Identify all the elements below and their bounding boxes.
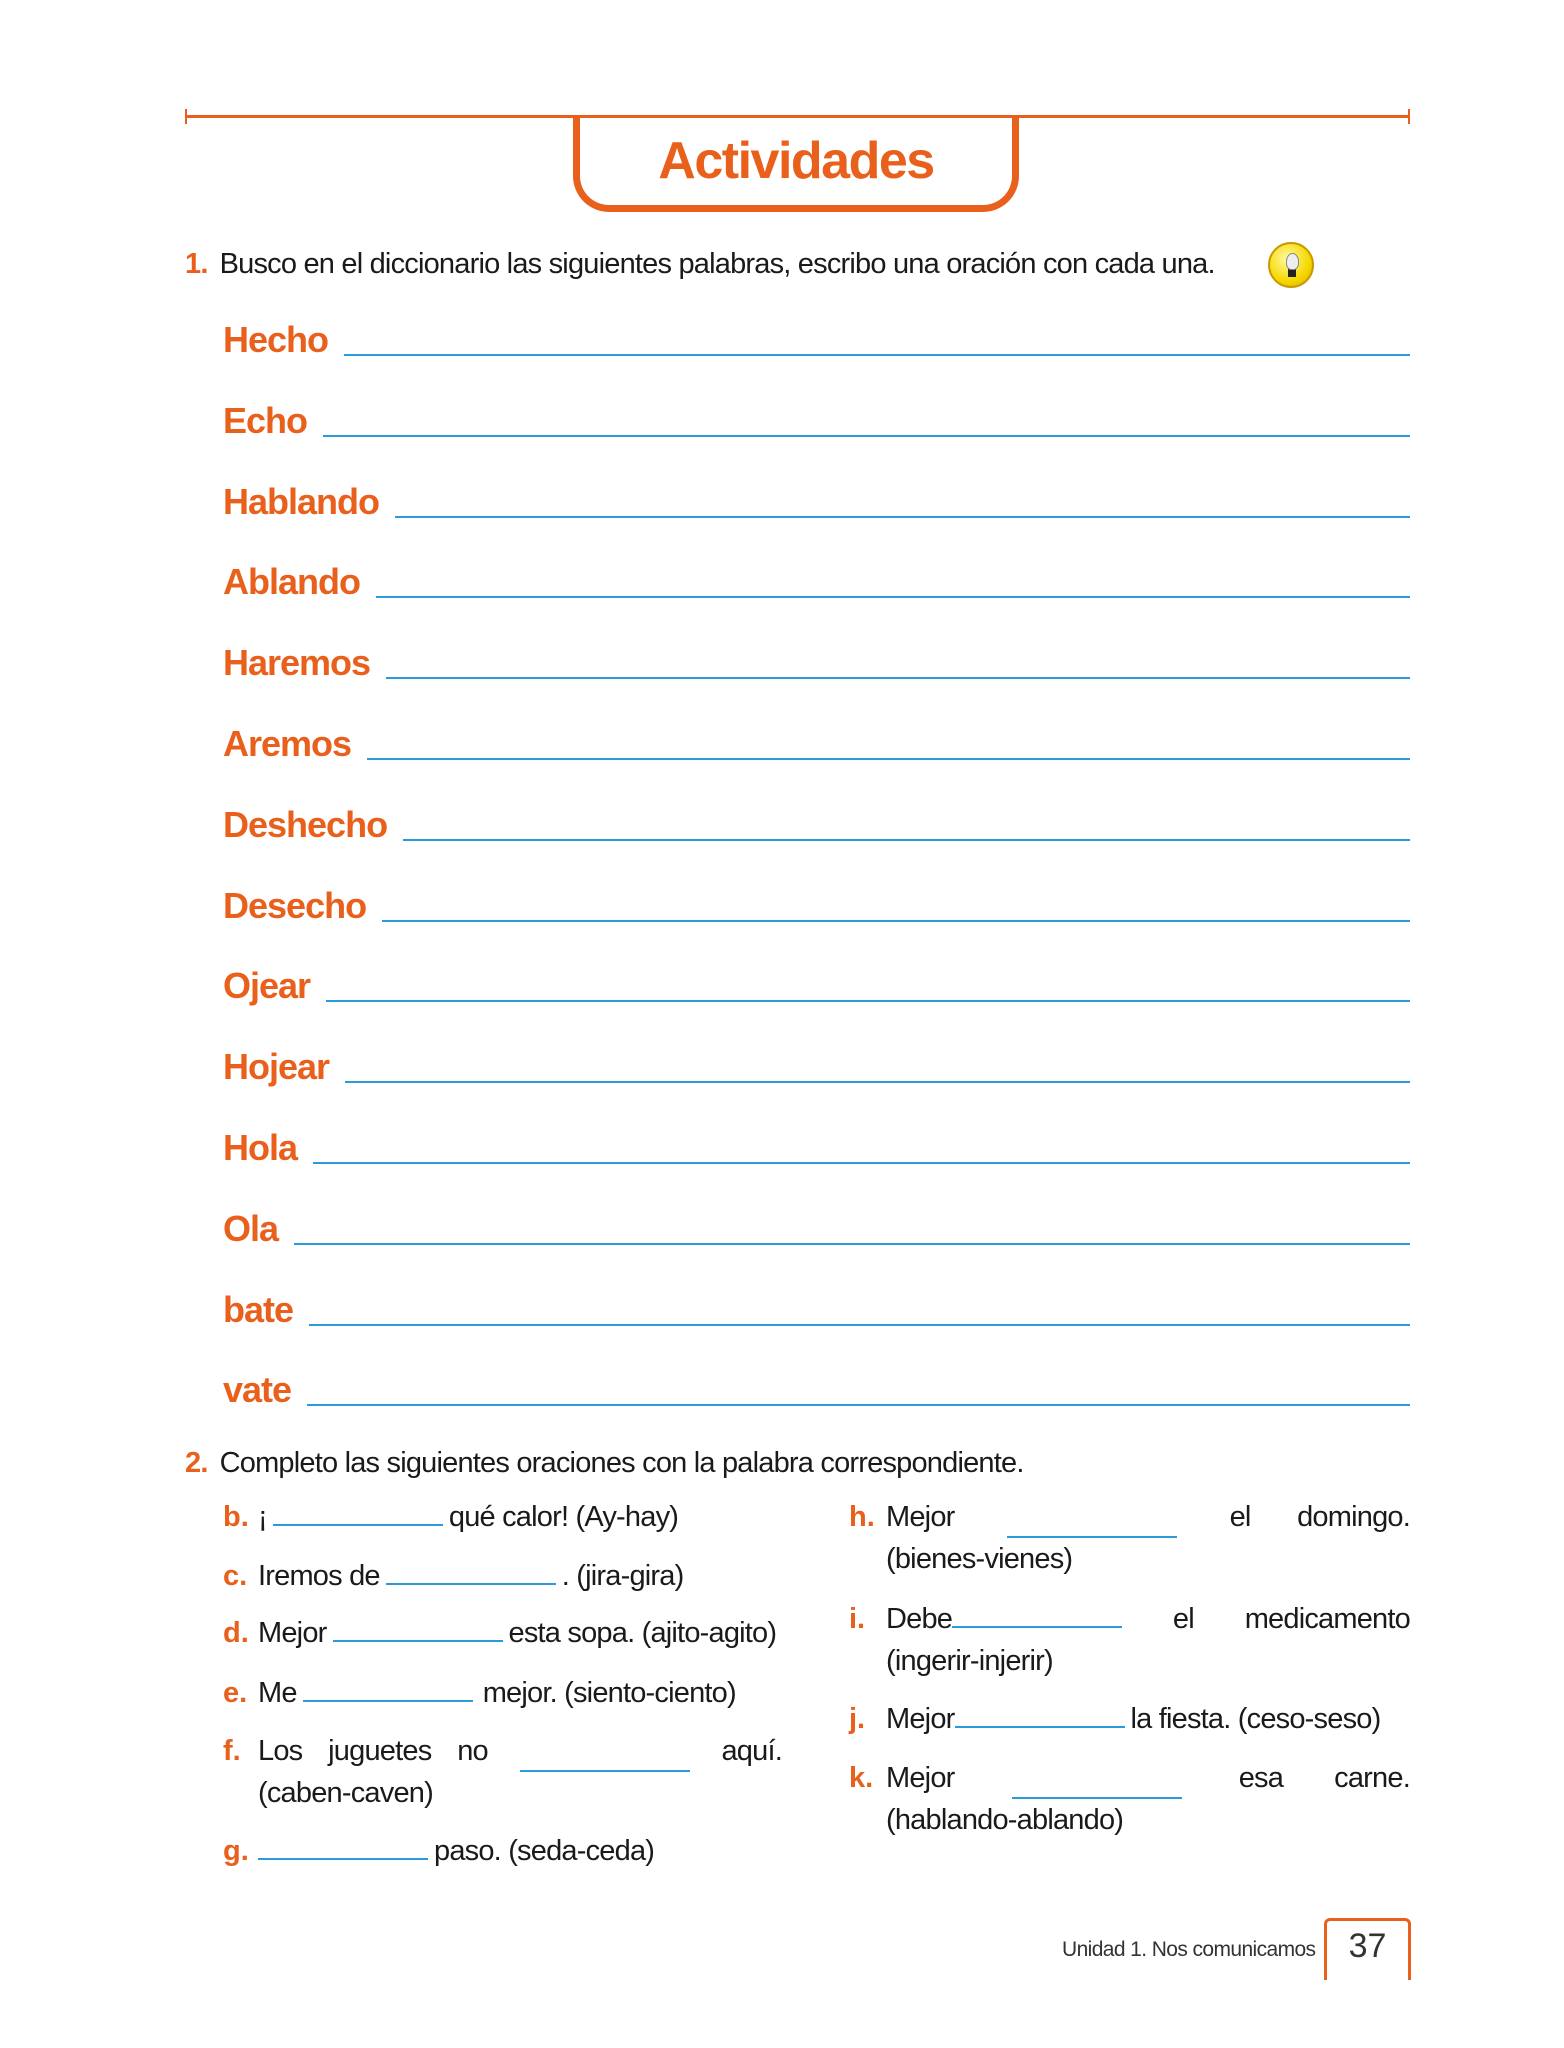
text: el: [1172, 1603, 1194, 1635]
page-title: Actividades: [658, 131, 934, 190]
answer-line[interactable]: [326, 1000, 1410, 1002]
word-row: [223, 1128, 1410, 1168]
item-d: [258, 1612, 776, 1654]
word-row: [223, 966, 1410, 1006]
vocab-word: Ola: [223, 1207, 279, 1249]
lightbulb-icon: [1268, 242, 1314, 288]
answer-line[interactable]: [323, 435, 1410, 437]
item-label: j.: [849, 1703, 866, 1735]
word-row: [223, 805, 1410, 845]
text: . (jira-gira): [561, 1560, 684, 1592]
answer-blank[interactable]: [1012, 1771, 1182, 1799]
item-label: h.: [849, 1501, 875, 1533]
question-number: 1.: [185, 248, 208, 280]
answer-line[interactable]: [367, 758, 1410, 760]
vocab-word: Haremos: [223, 642, 371, 684]
item-label: b.: [223, 1501, 249, 1533]
word-row: [223, 1047, 1410, 1087]
vocab-word: Hecho: [223, 319, 329, 360]
text: Los: [258, 1735, 303, 1767]
answer-blank[interactable]: [273, 1498, 443, 1526]
item-b: [258, 1496, 678, 1538]
item-i: [886, 1598, 1410, 1682]
item-h: [886, 1496, 1410, 1580]
answer-blank[interactable]: [955, 1700, 1125, 1728]
text: Mejor: [258, 1617, 327, 1649]
item-f: [258, 1730, 782, 1814]
item-c: [258, 1555, 683, 1597]
answer-blank[interactable]: [952, 1600, 1122, 1628]
answer-blank[interactable]: [1007, 1510, 1177, 1538]
text: esta sopa. (ajito-agito): [508, 1617, 777, 1649]
text: el: [1229, 1501, 1251, 1533]
text: Mejor: [886, 1762, 955, 1794]
item-e: [258, 1672, 736, 1714]
answer-line[interactable]: [403, 839, 1410, 841]
vocab-word: Echo: [223, 399, 308, 441]
answer-line[interactable]: [386, 677, 1410, 679]
item-label: f.: [223, 1735, 241, 1767]
word-row: [223, 562, 1410, 602]
vocab-word: Aremos: [223, 723, 352, 764]
text: Mejor: [886, 1703, 955, 1735]
vocab-word: Hola: [223, 1127, 298, 1168]
text: qué calor! (Ay-hay): [448, 1501, 679, 1533]
page-number-text: 37: [1348, 1927, 1387, 1965]
item-j: [886, 1698, 1380, 1740]
word-row: [223, 643, 1410, 683]
vocab-word: Ablando: [223, 561, 360, 603]
answer-line[interactable]: [307, 1404, 1410, 1406]
word-row: [223, 886, 1410, 926]
vocab-word: Ojear: [223, 965, 311, 1007]
text: Iremos de: [258, 1560, 380, 1592]
word-row: [223, 1209, 1410, 1249]
text: medicamento: [1244, 1603, 1410, 1635]
question-number: 2.: [185, 1447, 208, 1479]
text: la fiesta. (ceso-seso): [1130, 1703, 1381, 1735]
item-label: d.: [223, 1617, 249, 1649]
answer-line[interactable]: [376, 596, 1410, 598]
answer-line[interactable]: [344, 354, 1410, 356]
item-k: [886, 1757, 1410, 1841]
text: Debe: [886, 1603, 953, 1635]
vocab-word: bate: [223, 1288, 294, 1330]
answer-line[interactable]: [309, 1324, 1410, 1326]
options-text: (bienes-vienes): [886, 1543, 1073, 1575]
vocab-word: Desecho: [223, 884, 367, 926]
answer-line[interactable]: [395, 516, 1410, 518]
options-text: (caben-caven): [258, 1777, 433, 1809]
question-text: Completo las siguientes oraciones con la palabra correspondiente.: [219, 1447, 1024, 1479]
question-2: [185, 1447, 1024, 1480]
vocab-word: Deshecho: [223, 803, 388, 845]
word-row: [223, 401, 1410, 441]
text: paso. (seda-ceda): [434, 1835, 655, 1867]
item-label: e.: [223, 1677, 248, 1709]
word-row: [223, 320, 1410, 360]
word-row: [223, 724, 1410, 764]
text: ¡: [258, 1501, 267, 1533]
question-1: [185, 248, 1215, 281]
answer-line[interactable]: [313, 1162, 1410, 1164]
options-text: (ingerir-injerir): [886, 1645, 1053, 1677]
vocab-word: Hojear: [223, 1046, 330, 1088]
title-tab: [573, 116, 1019, 212]
text: esa: [1238, 1762, 1284, 1794]
page-number: [1324, 1918, 1411, 1980]
answer-blank[interactable]: [333, 1614, 503, 1642]
word-row: [223, 1370, 1410, 1410]
answer-line[interactable]: [294, 1243, 1410, 1245]
answer-blank[interactable]: [303, 1674, 473, 1702]
text: juguetes: [328, 1735, 432, 1767]
answer-blank[interactable]: [520, 1744, 690, 1772]
answer-line[interactable]: [345, 1081, 1410, 1083]
text: aquí.: [721, 1735, 782, 1767]
item-label: k.: [849, 1762, 874, 1794]
answer-blank[interactable]: [386, 1557, 556, 1585]
rule-tick: [1408, 109, 1410, 124]
text: Me: [258, 1677, 297, 1709]
text: no: [457, 1735, 488, 1767]
options-text: (hablando-ablando): [886, 1804, 1124, 1836]
word-row: [223, 482, 1410, 522]
text: Mejor: [886, 1501, 955, 1533]
item-g: [252, 1830, 654, 1872]
item-label: i.: [849, 1603, 866, 1635]
answer-line[interactable]: [382, 920, 1410, 922]
vocab-word: Hablando: [223, 480, 380, 522]
question-text: Busco en el diccionario las siguientes palabras, escribo una oración con cada una.: [219, 248, 1215, 280]
vocab-word: vate: [223, 1369, 292, 1411]
text: domingo.: [1297, 1501, 1410, 1533]
answer-blank[interactable]: [258, 1832, 428, 1860]
item-label: g.: [223, 1835, 249, 1867]
rule-tick: [185, 109, 187, 124]
unit-footer: Unidad 1. Nos comunicamos: [1062, 1938, 1316, 1961]
item-label: c.: [223, 1560, 248, 1592]
text: mejor. (siento-ciento): [482, 1677, 736, 1709]
text: carne.: [1334, 1762, 1410, 1794]
word-row: [223, 1290, 1410, 1330]
